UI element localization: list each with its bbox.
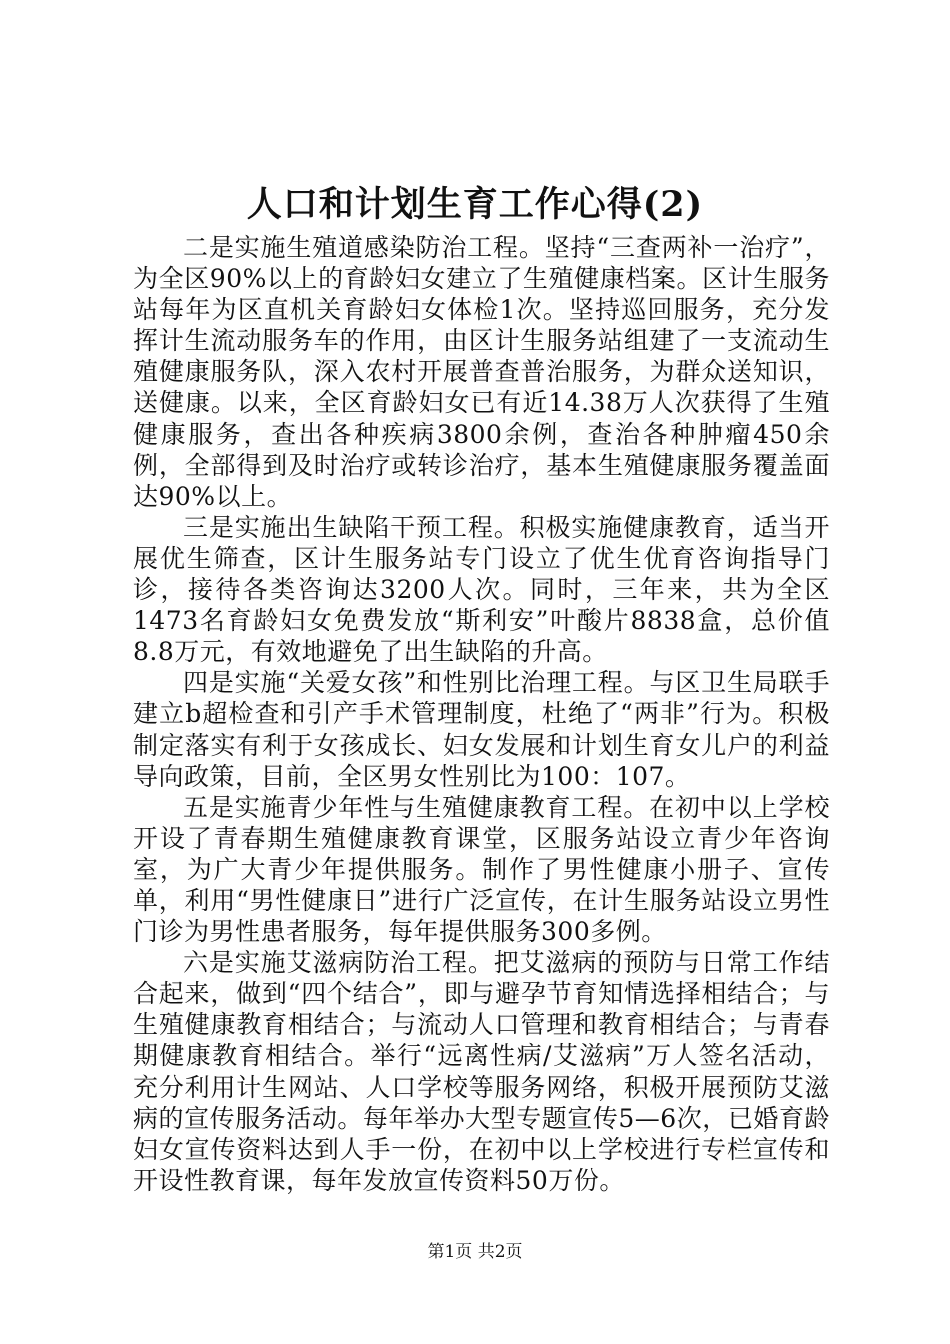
paragraph-4: 四是实施“关爱女孩”和性别比治理工程。与区卫生局联手建立b超检查和引产手术管理制度，杜绝了“两非”行为。积极制定落实有利于女孩成长、妇女发展和计划生育女儿户的利益导向政策，目前，全区男女性别比为100：107。 [133, 668, 830, 791]
page-footer: 第1页 共2页 [427, 1242, 523, 1262]
document-title: 人口和计划生育工作心得(2) [246, 184, 704, 225]
document-body [133, 232, 830, 1196]
paragraph-6: 六是实施艾滋病防治工程。把艾滋病的预防与日常工作结合起来，做到“四个结合”，即与避孕节育知情选择相结合；与生殖健康教育相结合；与流动人口管理和教育相结合；与青春期健康教育相结合。举行“远离性病/艾滋病”万人签名活动，充分利用计生网站、人口学校等服务网络，积极开展预防艾滋病的宣传服务活动。每年举办大型专题宣传5—6次，已婚育龄妇女宣传资料达到人手一份，在初中以上学校进行专栏宣传和开设性教育课，每年发放宣传资料50万份。 [133, 948, 830, 1195]
paragraph-2: 二是实施生殖道感染防治工程。坚持“三查两补一治疗”，为全区90%以上的育龄妇女建立了生殖健康档案。区计生服务站每年为区直机关育龄妇女体检1次。坚持巡回服务，充分发挥计生流动服务车的作用，由区计生服务站组建了一支流动生殖健康服务队，深入农村开展普查普治服务，为群众送知识，送健康。以来，全区育龄妇女已有近14.38万人次获得了生殖健康服务，查出各种疾病3800余例，查治各种肿瘤450余例，全部得到及时治疗或转诊治疗，基本生殖健康服务覆盖面达90%以上。 [133, 233, 830, 511]
paragraph-3: 三是实施出生缺陷干预工程。积极实施健康教育，适当开展优生筛查，区计生服务站专门设立了优生优育咨询指导门诊，接待各类咨询达3200人次。同时，三年来，共为全区1473名育龄妇女免费发放“斯利安”叶酸片8838盒，总价值8.8万元，有效地避免了出生缺陷的升高。 [133, 512, 830, 667]
paragraph-5: 五是实施青少年性与生殖健康教育工程。在初中以上学校开设了青春期生殖健康教育课堂，区服务站设立青少年咨询室，为广大青少年提供服务。制作了男性健康小册子、宣传单，利用“男性健康日”进行广泛宣传，在计生服务站设立男性门诊为男性患者服务，每年提供服务300多例。 [133, 792, 830, 947]
